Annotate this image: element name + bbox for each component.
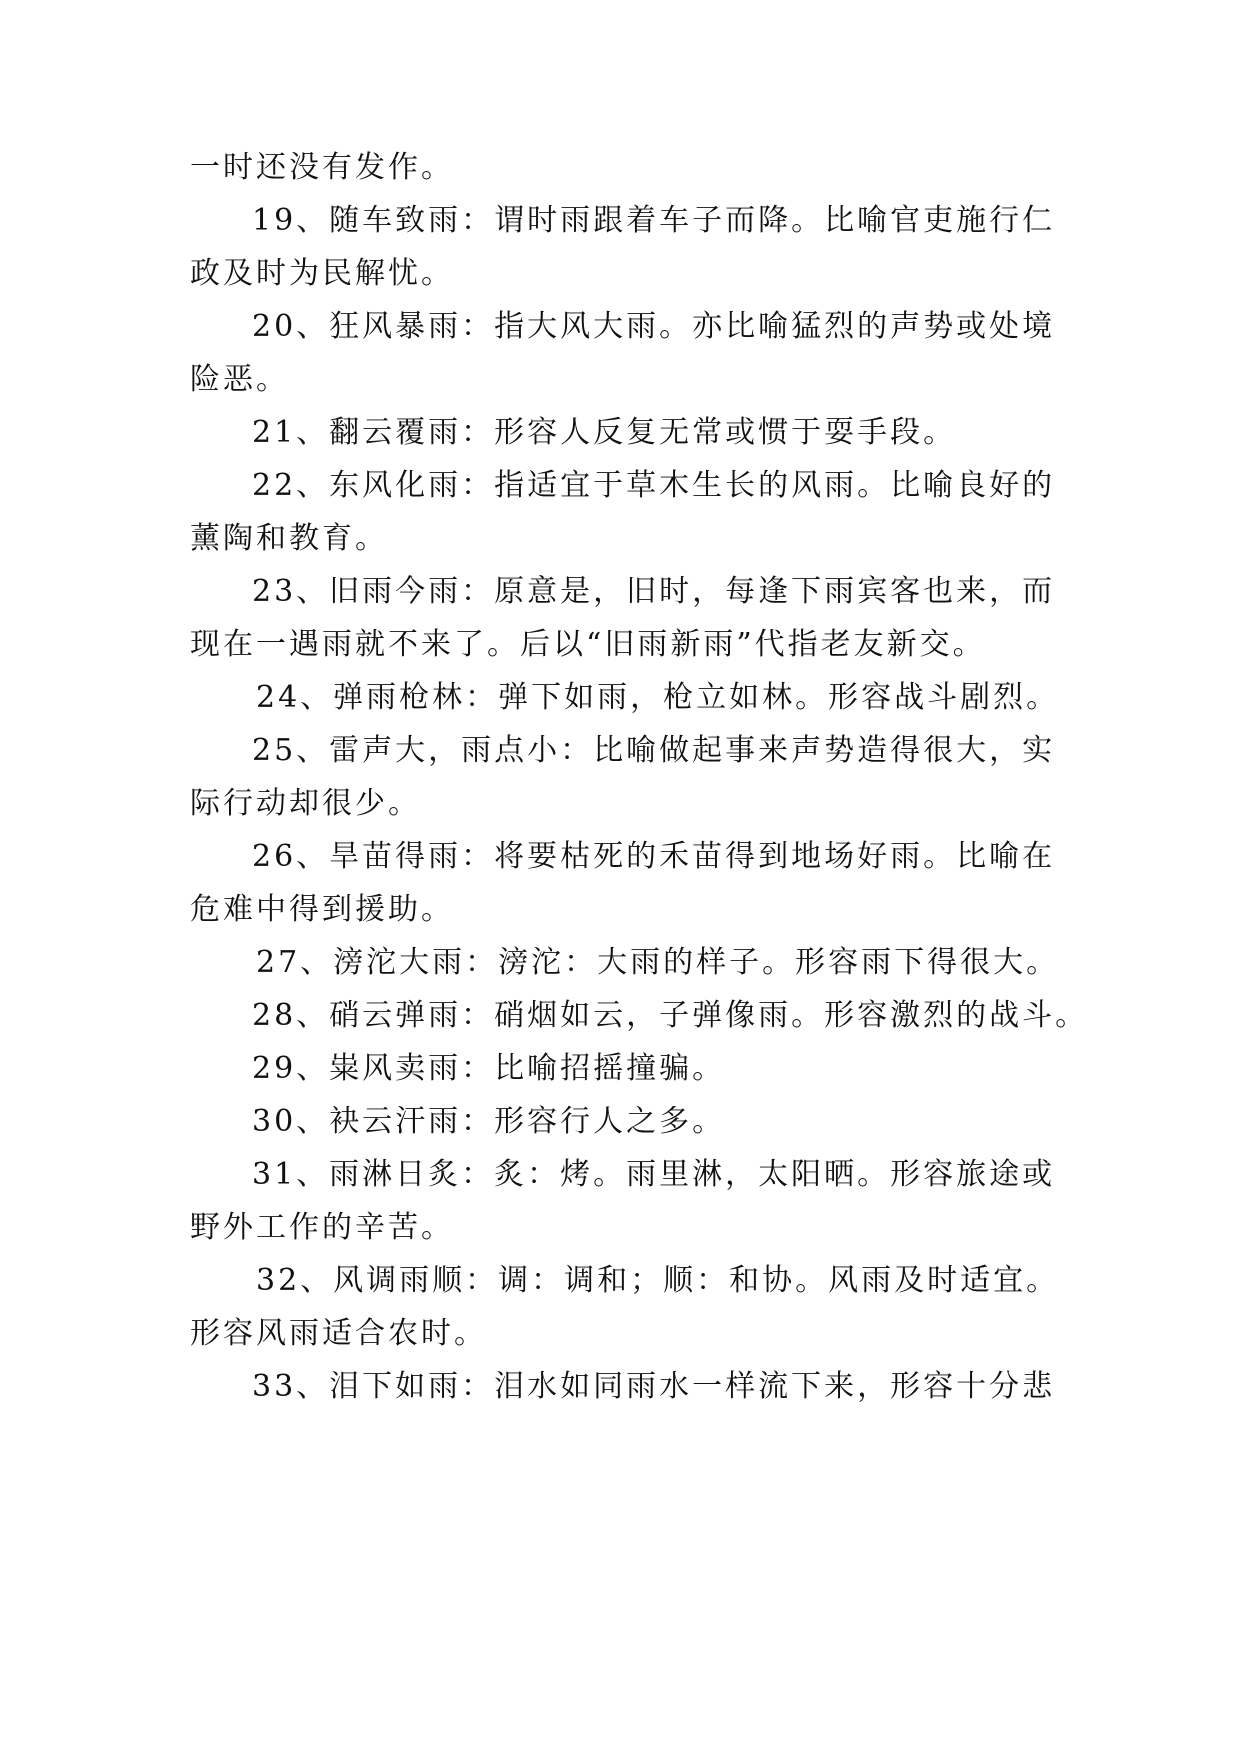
text-line: 危难中得到援助。 — [190, 892, 454, 927]
text-line: 现在一遇雨就不来了。后以“旧雨新雨”代指老友新交。 — [190, 627, 986, 662]
text-line: 29、粜风卖雨：比喻招摇撞骗。 — [252, 1051, 726, 1086]
text-line: 31、雨淋日炙：炙：烤。雨里淋，太阳晒。形容旅途或 — [252, 1157, 1056, 1192]
text-line: 27、滂沱大雨：滂沱：大雨的样子。形容雨下得很大。 — [256, 945, 1060, 980]
text-line: 政及时为民解忧。 — [190, 256, 454, 291]
text-line: 26、旱苗得雨：将要枯死的禾苗得到地场好雨。比喻在 — [252, 839, 1056, 874]
text-line: 21、翻云覆雨：形容人反复无常或惯于耍手段。 — [252, 415, 957, 450]
text-line: 32、风调雨顺：调：调和；顺：和协。风雨及时适宜。 — [256, 1263, 1060, 1298]
text-line: 险恶。 — [190, 362, 289, 397]
text-line: 野外工作的辛苦。 — [190, 1210, 454, 1245]
text-line: 薰陶和教育。 — [190, 521, 388, 556]
text-line: 33、泪下如雨：泪水如同雨水一样流下来，形容十分悲 — [252, 1369, 1056, 1404]
text-line: 22、东风化雨：指适宜于草木生长的风雨。比喻良好的 — [252, 468, 1056, 503]
text-line: 际行动却很少。 — [190, 786, 421, 821]
text-line: 形容风雨适合农时。 — [190, 1316, 487, 1351]
text-line: 30、袂云汗雨：形容行人之多。 — [252, 1104, 726, 1139]
text-line: 24、弹雨枪林：弹下如雨，枪立如林。形容战斗剧烈。 — [256, 680, 1060, 715]
text-line: 20、狂风暴雨：指大风大雨。亦比喻猛烈的声势或处境 — [252, 309, 1056, 344]
text-line: 23、旧雨今雨：原意是，旧时，每逢下雨宾客也来，而 — [252, 574, 1056, 609]
text-line: 28、硝云弹雨：硝烟如云，子弹像雨。形容激烈的战斗。 — [252, 998, 1089, 1033]
text-line: 19、随车致雨：谓时雨跟着车子而降。比喻官吏施行仁 — [252, 203, 1056, 238]
text-line: 一时还没有发作。 — [190, 150, 454, 185]
text-line: 25、雷声大，雨点小：比喻做起事来声势造得很大，实 — [252, 733, 1056, 768]
